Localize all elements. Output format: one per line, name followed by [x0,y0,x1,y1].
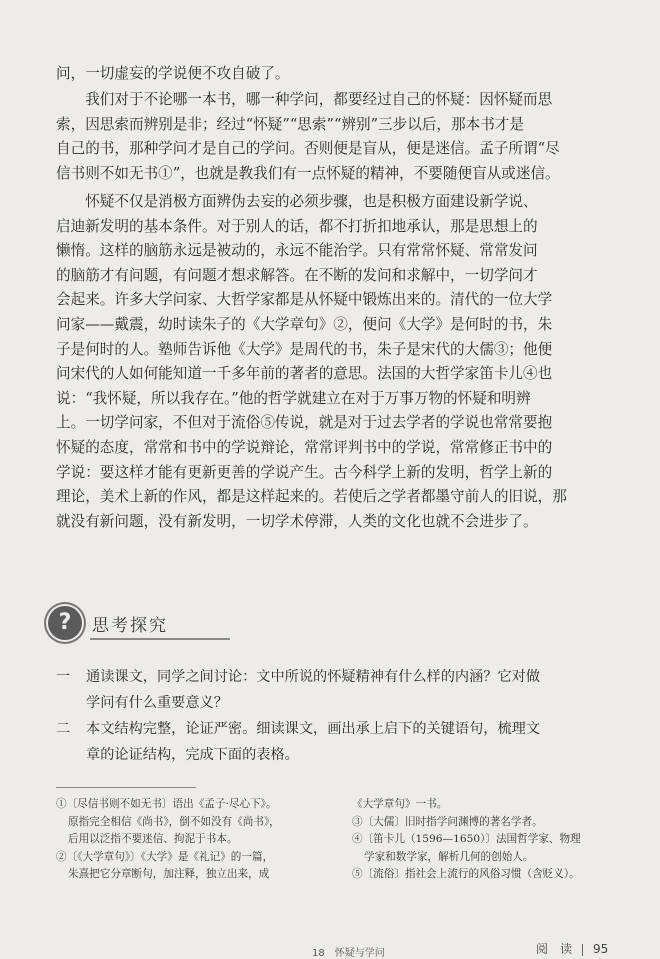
text-line: 启迪新发明的基本条件。对于别人的话，都不打折扣地承认，那是思想上的 [56,217,538,235]
footnote-line: ②〔《大学章句》〕《大学》是《礼记》的一篇， [56,850,274,863]
text-line: 就没有新问题，没有新发明，一切学术停滞，人类的文化也就不会进步了。 [56,512,538,530]
footnote-line: 后用以泛指不要迷信、拘泥于书本。 [68,833,238,845]
page-number: 95 [593,942,609,956]
text-line: 学说：要这样才能有更新更善的学说产生。古今科学上新的发明，哲学上新的 [56,463,553,481]
text-line: 问宋代的人如何能知道一千多年前的著者的意思。法国的大哲学家笛卡儿④也 [56,365,553,383]
paragraph-2 [56,190,626,534]
text-line: 本文结构完整，论证严密。细读课文，画出承上启下的关键语句，梳理文 [86,721,541,737]
question-text [86,664,626,716]
footnote-line: 《大学章句》一书。 [352,798,448,810]
footnote-line: ③〔大儒〕旧时指学问渊博的著名学者。 [352,815,543,828]
footer-separator [582,944,583,956]
text-line: 怀疑的态度，常常和书中的学说辩论，常常评判书中的学说，常常修正书中的 [56,438,553,456]
text-line: 上。一切学问家，不但对于流俗⑤传说，就是对于过去学者的学说也常常要抱 [56,414,553,432]
text-line: 子是何时的人。塾师告诉他《大学》是周代的书，朱子是宋代的大儒③；他便 [56,340,553,358]
footnote-divider [56,787,196,788]
section-header [48,606,248,648]
text-line: 信书则不如无书①”，也就是教我们有一点怀疑的精神，不要随便盲从或迷信。 [56,164,560,182]
text-line: 怀疑不仅是消极方面辨伪去妄的必须步骤，也是积极方面建设新学说、 [85,193,538,210]
text-line: 的脑筋才有问题，有问题才想求解答。在不断的发问和求解中，一切学问才 [56,266,538,284]
footnote-line: ①〔尽信书则不如无书〕语出《孟子·尽心下》。 [56,798,277,810]
footnote-line: 朱熹把它分章断句，加注释，独立出来，成 [68,868,270,880]
question-number: 二 [56,721,71,737]
section-divider [90,638,230,640]
text-line: 学问有什么重要意义？ [86,695,228,711]
footer-section-label: 阅 读 [536,942,573,956]
footnotes-left [56,796,336,884]
text-line: 会起来。许多大学问家、大哲学家都是从怀疑中锻炼出来的。清代的一位大学 [56,291,553,309]
section-title: 思考探究 [92,616,168,636]
footer-page-info [536,940,608,957]
footnote-line: 学家和数学家，解析几何的创始人。 [364,850,534,863]
text-line: 问，一切虚妄的学说便不攻自破了。 [56,65,290,82]
paragraph-0 [56,62,626,87]
question-item [56,716,626,768]
footnote-line: ⑤〔流俗〕指社会上流行的风俗习惯（含贬义）。 [352,868,580,880]
text-line: 懒惰。这样的脑筋永远是被动的，永远不能治学。只有常常怀疑、常常发问 [56,242,538,260]
footnotes-right [352,796,642,884]
question-number: 一 [56,669,71,685]
text-line: 通读课文，同学之间讨论：文中所说的怀疑精神有什么样的内涵？它对做 [86,669,541,685]
question-mark-icon: ? [48,606,82,640]
paragraph-1 [56,88,626,186]
footnote-line: 原指完全相信《尚书》，倒不如没有《尚书》， [68,815,280,828]
text-line: 我们对于不论哪一本书，哪一种学问，都要经过自己的怀疑：因怀疑而思 [85,91,553,108]
question-item [56,664,626,716]
text-line: 理论，美术上新的作风，都是这样起来的。若使后之学者都墨守前人的旧说，那 [56,488,567,506]
text-line: 自己的书，那种学问才是自己的学问。否则便是盲从，便是迷信。孟子所谓“尽 [56,140,560,158]
text-line: 章的论证结构，完成下面的表格。 [86,747,299,763]
footnote-line: ④〔笛卡儿（1596—1650）〕法国哲学家、物理 [352,833,581,845]
question-text [86,716,626,768]
text-line: 索，因思索而辨别是非；经过“怀疑”“思索”“辨别”三步以后，那本书才是 [56,115,524,133]
text-line: 说：“我怀疑，所以我存在。”他的哲学就建立在对于万事万物的怀疑和明辨 [56,389,531,407]
text-line: 问家——戴震，幼时读朱子的《大学章句》②，便问《大学》是何时的书，朱 [56,315,553,333]
footer-lesson-title: 18 怀疑与学问 [312,948,385,959]
